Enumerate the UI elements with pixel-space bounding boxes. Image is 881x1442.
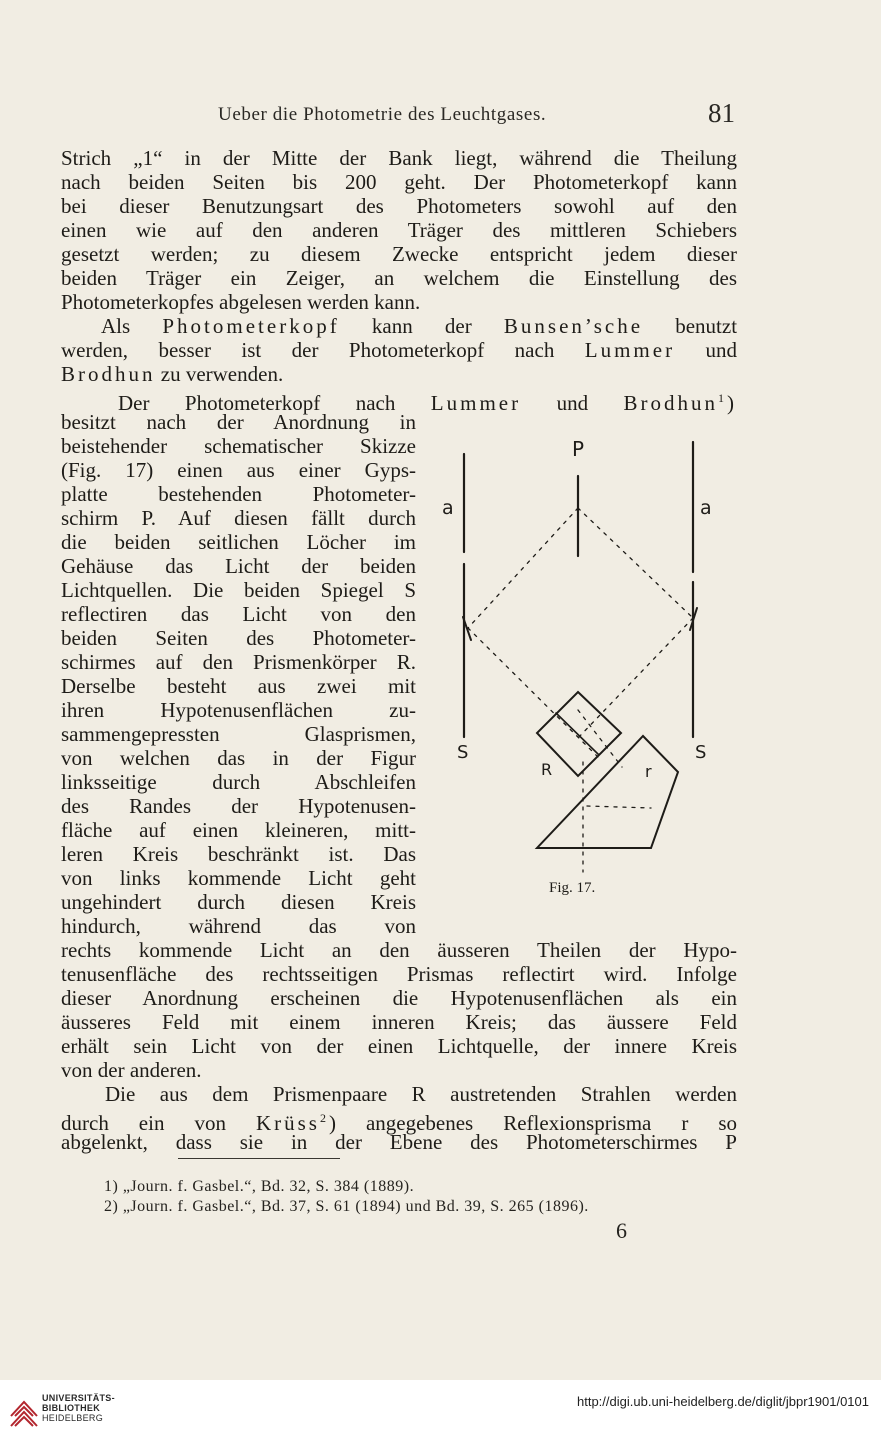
spaced-term: Photometerkopf (162, 314, 340, 338)
label-a-left: a (442, 497, 454, 519)
text-line: Photometerkopfes abgelesen werden kann. (61, 290, 421, 314)
text-line: die beiden seitlichen Löcher im (61, 530, 416, 554)
signature-mark: 6 (616, 1218, 627, 1243)
text-line: von welchen das in der Figur (61, 746, 416, 770)
library-name (42, 1393, 115, 1423)
light-paths (468, 508, 693, 872)
text-line: hindurch, während das von (61, 914, 416, 938)
label-a-right: a (700, 497, 712, 519)
text-line: schirmes auf den Prismenkörper R. (61, 650, 416, 674)
text-line: schirm P. Auf diesen fällt durch (61, 506, 416, 530)
footnote-2: 2) „Journ. f. Gasbel.“, Bd. 37, S. 61 (1894) und Bd. 39, S. 265 (1896). (104, 1198, 589, 1215)
label-s-left: S (457, 742, 469, 763)
text-run: Als (101, 314, 131, 338)
text-line: Gehäuse das Licht der beiden (61, 554, 416, 578)
footnote-ref[interactable]: 2 (319, 1111, 329, 1125)
permalink[interactable]: http://digi.ub.uni-heidelberg.de/diglit/jbpr1901/0101 (577, 1394, 869, 1409)
text-line: (Fig. 17) einen aus einer Gyps- (61, 458, 416, 482)
digitization-footer (0, 1380, 881, 1442)
label-s-right: S (695, 742, 707, 763)
library-line-2: BIBLIOTHEK (42, 1403, 100, 1413)
spaced-name: Bunsen’sche (503, 314, 644, 338)
spaced-name: Brodhun (61, 362, 156, 386)
figure-caption: Fig. 17. (549, 880, 596, 896)
text-line (61, 314, 737, 338)
text-line: Derselbe besteht aus zwei mit (61, 674, 416, 698)
text-line: tenusenfläche des rechtsseitigen Prismas reflectirt wird. Infolge (61, 962, 737, 986)
footnote-separator (178, 1158, 340, 1159)
text-line: des Randes der Hypotenusen- (61, 794, 416, 818)
text-line: von der anderen. (61, 1058, 202, 1082)
text-line: Strich „1“ in der Mitte der Bank liegt, während die Theilung (61, 146, 737, 170)
text-line: reflectiren das Licht von den (61, 602, 416, 626)
library-line-1: UNIVERSITÄTS- (42, 1393, 115, 1403)
running-title: Ueber die Photometrie des Leuchtgases. (218, 104, 547, 125)
footnote-ref[interactable]: 1 (718, 391, 728, 405)
label-r-upper: R (541, 760, 553, 779)
label-r-lower: r (645, 762, 652, 781)
text-line: Die aus dem Prismenpaare R austretenden Strahlen werden (105, 1082, 737, 1106)
brodhun-name: Brodhun (623, 391, 719, 415)
spaced-name (624, 391, 738, 415)
text-run: kann der (371, 314, 472, 338)
text-line: rechts kommende Licht an den äusseren Theilen der Hypo- (61, 938, 737, 962)
text-line: platte bestehenden Photometer- (61, 482, 416, 506)
text-line: äusseres Feld mit einem inneren Kreis; das äussere Feld (61, 1010, 737, 1034)
text-line: erhält sein Licht von der einen Lichtquelle, der innere Kreis (61, 1034, 737, 1058)
text-line: gesetzt werden; zu diesem Zwecke entspricht jedem dieser (61, 242, 737, 266)
text-run: benutzt (675, 314, 738, 338)
text-line: linksseitige durch Abschleifen (61, 770, 416, 794)
label-p: P (572, 437, 585, 461)
text-line: von links kommende Licht geht (61, 866, 416, 890)
text-line: besitzt nach der Anordnung in (61, 410, 416, 434)
text-line (61, 362, 737, 386)
spaced-name: Lummer (430, 391, 522, 415)
text-line: beistehender schematischer Skizze (61, 434, 416, 458)
text-run: und (556, 391, 589, 415)
reflexion-prism-r (537, 736, 678, 848)
text-run: werden, besser ist der Photometerkopf nach (61, 338, 555, 362)
footnote-1: 1) „Journ. f. Gasbel.“, Bd. 32, S. 384 (1889). (104, 1178, 415, 1195)
text-line: bei dieser Benutzungsart des Photometers sowohl auf den (61, 194, 737, 218)
text-line: leren Kreis beschränkt ist. Das (61, 842, 416, 866)
text-run: durch ein von (61, 1111, 226, 1135)
text-line: ihren Hypotenusenflächen zu- (61, 698, 416, 722)
photometer-diagram (435, 432, 735, 902)
text-line: nach beiden Seiten bis 200 geht. Der Photometerkopf kann (61, 170, 737, 194)
library-logo[interactable] (9, 1392, 39, 1432)
library-line-3: HEIDELBERG (42, 1413, 104, 1423)
running-header (0, 98, 881, 132)
prism-hypotenuse (556, 713, 599, 755)
text-line: Lichtquellen. Die beiden Spiegel S (61, 578, 416, 602)
text-line: einen wie auf den anderen Träger des mittleren Schiebers (61, 218, 737, 242)
page-number: 81 (708, 98, 735, 128)
text-run: zu verwenden. (160, 362, 284, 386)
text-line: dieser Anordnung erscheinen die Hypotenusenflächen als ein (61, 986, 737, 1010)
footnote-paren: ) (727, 391, 738, 415)
text-line: beiden Seiten des Photometer- (61, 626, 416, 650)
text-line: fläche auf einen kleineren, mitt- (61, 818, 416, 842)
text-run: ) angegebenes Reflexionsprisma r so (328, 1111, 737, 1135)
kruess-name: Krüss (255, 1111, 320, 1135)
text-line: sammengepressten Glasprismen, (61, 722, 416, 746)
text-line: ungehindert durch diesen Kreis (61, 890, 416, 914)
library-logo-icon (9, 1392, 39, 1428)
text-line (61, 338, 737, 362)
text-run: und (705, 338, 738, 362)
figure-17 (435, 432, 735, 902)
text-line: abgelenkt, dass sie in der Ebene des Photometerschirmes P (61, 1130, 737, 1154)
text-line: beiden Träger ein Zeiger, an welchem die Einstellung des (61, 266, 737, 290)
spaced-name: Lummer (584, 338, 676, 362)
text-run: Der Photometerkopf nach (118, 391, 396, 415)
